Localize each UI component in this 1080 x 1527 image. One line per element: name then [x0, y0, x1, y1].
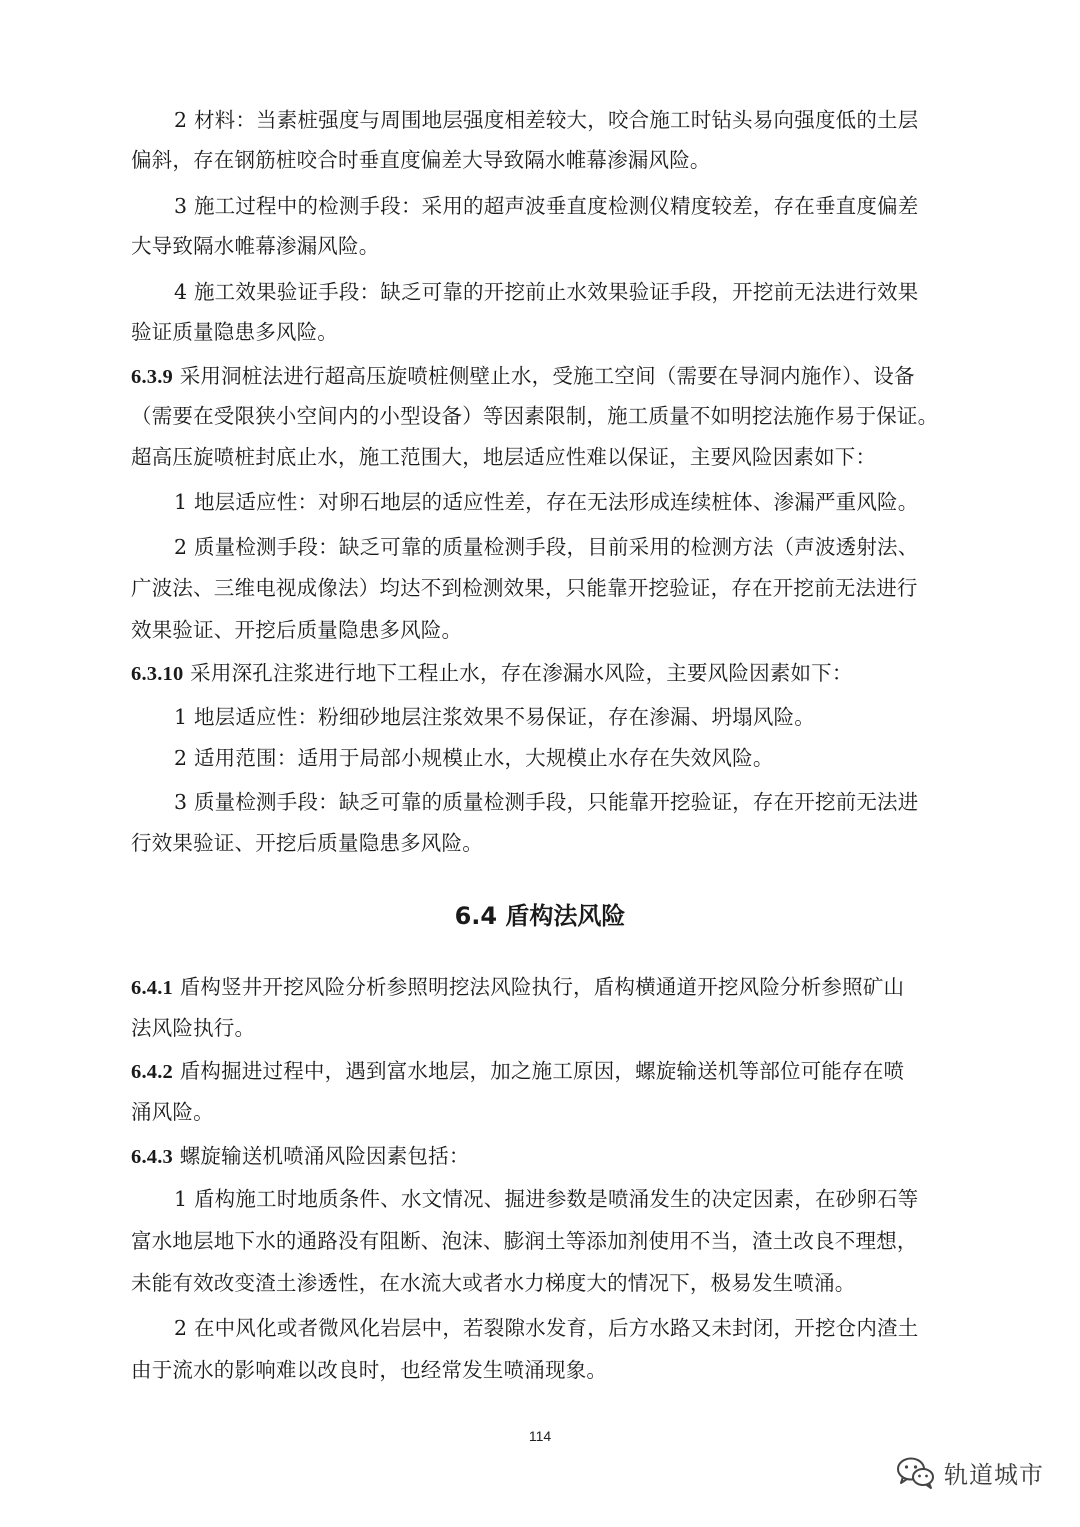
text-line: 2 质量检测手段：缺乏可靠的质量检测手段，目前采用的检测方法（声波透射法、	[174, 535, 919, 559]
clause-6-4-1-line	[131, 973, 904, 1002]
text-line: 2 材料：当素桩强度与周围地层强度相差较大，咬合施工时钻头易向强度低的土层	[174, 108, 919, 132]
text-line: 富水地层地下水的通路没有阻断、泡沫、膨润土等添加剂使用不当，渣土改良不理想，	[131, 1229, 918, 1253]
watermark	[896, 1455, 1044, 1490]
clause-6-3-9-line	[131, 362, 915, 391]
clause-text: 采用深孔注浆进行地下工程止水，存在渗漏水风险，主要风险因素如下：	[183, 661, 853, 685]
text-line: 超高压旋喷桩封底止水，施工范围大，地层适应性难以保证，主要风险因素如下：	[131, 445, 877, 469]
clause-6-4-2-line	[131, 1057, 904, 1086]
text-line: 2 适用范围：适用于局部小规模止水，大规模止水存在失效风险。	[174, 746, 774, 770]
text-line: 1 盾构施工时地质条件、水文情况、掘进参数是喷涌发生的决定因素，在砂卵石等	[174, 1187, 919, 1211]
text-line: 效果验证、开挖后质量隐患多风险。	[131, 618, 463, 642]
text-line: 3 施工过程中的检测手段：采用的超声波垂直度检测仪精度较差，存在垂直度偏差	[174, 194, 919, 218]
text-line: 未能有效改变渣土渗透性，在水流大或者水力梯度大的情况下，极易发生喷涌。	[131, 1271, 856, 1295]
text-line: 涌风险。	[131, 1100, 214, 1124]
text-line: 1 地层适应性：对卵石地层的适应性差，存在无法形成连续桩体、渗漏严重风险。	[174, 490, 919, 514]
text-line: 偏斜，存在钢筋桩咬合时垂直度偏差大导致隔水帷幕渗漏风险。	[131, 148, 711, 172]
text-line: 3 质量检测手段：缺乏可靠的质量检测手段，只能靠开挖验证，存在开挖前无法进	[174, 790, 919, 814]
watermark-label: 轨道城市	[944, 1461, 1044, 1489]
clause-number: 6.4.2	[131, 1061, 173, 1083]
clause-text: 采用洞桩法进行超高压旋喷桩侧壁止水，受施工空间（需要在导洞内施作）、设备	[173, 364, 915, 388]
text-line: 行效果验证、开挖后质量隐患多风险。	[131, 831, 483, 855]
clause-number: 6.3.10	[131, 663, 184, 685]
text-line: 2 在中风化或者微风化岩层中，若裂隙水发育，后方水路又未封闭，开挖仓内渣土	[174, 1316, 919, 1340]
text-line: 验证质量隐患多风险。	[131, 320, 338, 344]
clause-text: 盾构掘进过程中，遇到富水地层，加之施工原因，螺旋输送机等部位可能存在喷	[173, 1059, 905, 1083]
clause-6-4-3-line	[131, 1142, 470, 1171]
clause-number: 6.4.3	[131, 1146, 173, 1168]
clause-number: 6.3.9	[131, 366, 173, 388]
text-line: 1 地层适应性：粉细砂地层注浆效果不易保证，存在渗漏、坍塌风险。	[174, 705, 815, 729]
clause-6-3-10-line	[131, 659, 853, 688]
section-heading: 6.4 盾构法风险	[454, 902, 626, 930]
text-line: 法风险执行。	[131, 1016, 256, 1040]
clause-number: 6.4.1	[131, 977, 173, 999]
text-line: 由于流水的影响难以改良时，也经常发生喷涌现象。	[131, 1358, 608, 1382]
clause-text: 盾构竖井开挖风险分析参照明挖法风险执行，盾构横通道开挖风险分析参照矿山	[173, 975, 905, 999]
clause-text: 螺旋输送机喷涌风险因素包括：	[173, 1144, 470, 1168]
text-line: （需要在受限狭小空间内的小型设备）等因素限制，施工质量不如明挖法施作易于保证。	[131, 404, 939, 428]
text-line: 4 施工效果验证手段：缺乏可靠的开挖前止水效果验证手段，开挖前无法进行效果	[174, 280, 919, 304]
wechat-icon	[896, 1456, 936, 1490]
text-line: 广波法、三维电视成像法）均达不到检测效果，只能靠开挖验证，存在开挖前无法进行	[131, 576, 918, 600]
page-number: 114	[528, 1428, 552, 1444]
text-line: 大导致隔水帷幕渗漏风险。	[131, 234, 380, 258]
